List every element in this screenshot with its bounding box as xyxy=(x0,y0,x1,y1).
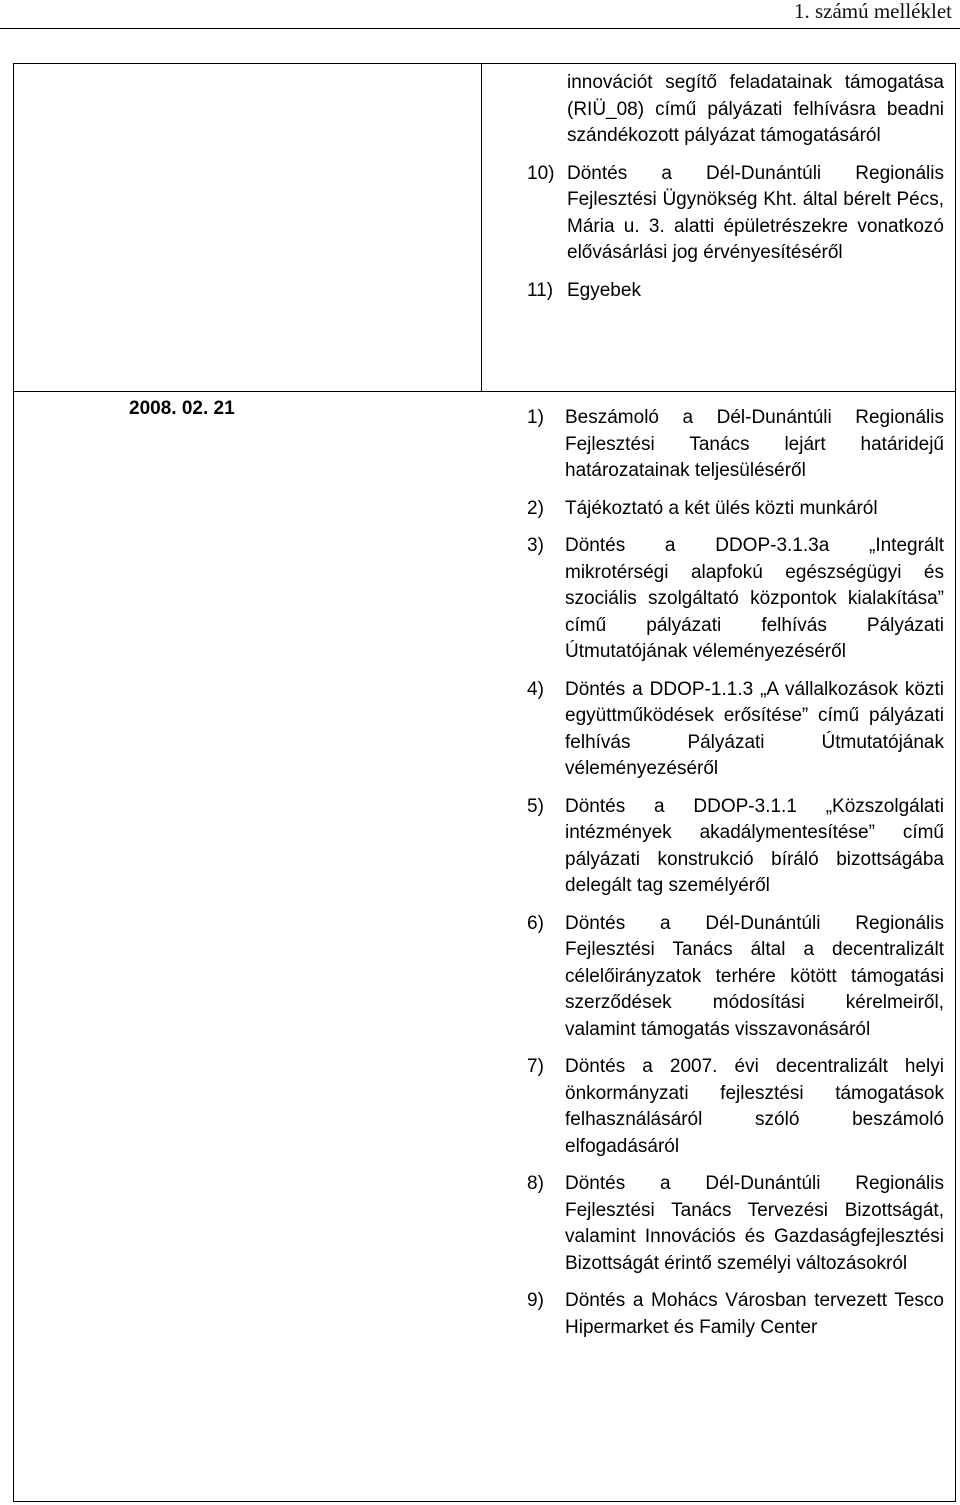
item-text: Döntés a Dél-Dunántúli Regionális Fejlesztési Tanács által a decentralizált célelőirányzatok terhére kötött támogatási szerződések módosítási kérelmeiről, valamint támogatás visszavonásáról xyxy=(565,912,944,1040)
agenda-item xyxy=(527,1054,944,1160)
agenda-item xyxy=(527,794,944,900)
agenda-item xyxy=(527,533,944,666)
agenda-item xyxy=(527,161,944,267)
agenda-item xyxy=(527,1171,944,1277)
item-number: 2) xyxy=(527,497,544,519)
item-number: 10) xyxy=(527,162,555,184)
item-text: Tájékoztató a két ülés közti munkáról xyxy=(565,497,878,519)
agenda-item xyxy=(527,677,944,783)
item-text: Döntés a Dél-Dunántúli Regionális Fejlesztési Tanács Tervezési Bizottságát, valamint Innovációs és Gazdaságfejlesztési Bizottságát érintő személyi változásokról xyxy=(565,1173,944,1274)
agenda-item xyxy=(527,405,944,485)
item-number: 1) xyxy=(527,407,544,428)
item-number: 6) xyxy=(527,912,544,934)
item-text: Egyebek xyxy=(567,279,641,301)
item-number: 8) xyxy=(527,1173,544,1194)
item-text: Döntés a DDOP-3.1.1 „Közszolgálati intézmények akadálymentesítése” című pályázati konstrukció bíráló bizottságába delegált tag személyéről xyxy=(565,795,944,896)
item-number: 11) xyxy=(527,279,554,301)
previous-agenda-block xyxy=(527,70,944,304)
column-divider xyxy=(481,63,482,391)
header-rule xyxy=(0,28,960,29)
agenda-item xyxy=(527,911,944,1044)
meeting-agenda-block xyxy=(527,405,944,1341)
agenda-item xyxy=(527,496,944,523)
page-header xyxy=(0,0,960,22)
item-text: Beszámoló a Dél-Dunántúli Regionális Fejlesztési Tanács lejárt határidejű határozatainak teljesüléséről xyxy=(565,407,944,481)
item-number: 3) xyxy=(527,535,544,556)
item-number: 7) xyxy=(527,1056,544,1077)
row-separator xyxy=(13,391,956,392)
item-text: Döntés a DDOP-1.1.3 „A vállalkozások közti együttműködések erősítése” című pályázati felhívás Pályázati Útmutatójának véleményezéséről xyxy=(565,678,944,779)
item-text: Döntés a 2007. évi decentralizált helyi önkormányzati fejlesztési támogatások felhasználásáról szóló beszámoló elfogadásáról xyxy=(565,1056,944,1157)
item-number: 4) xyxy=(527,678,544,700)
agenda-item-continuation: innovációt segítő feladatainak támogatása (RIÜ_08) című pályázati felhívásra beadni szándékozott pályázat támogatásáról xyxy=(567,72,944,146)
meeting-date: 2008. 02. 21 xyxy=(129,398,235,419)
annex-label: 1. számú melléklet xyxy=(793,0,952,23)
item-number: 5) xyxy=(527,795,544,817)
item-text: Döntés a Dél-Dunántúli Regionális Fejlesztési Ügynökség Kht. által bérelt Pécs, Mária u. 3. alatti épületrészekre vonatkozó elővásárlási jog érvényesítéséről xyxy=(567,162,944,263)
agenda-item xyxy=(527,278,944,305)
item-number: 9) xyxy=(527,1290,544,1311)
item-text: Döntés a Mohács Városban tervezett Tesco Hipermarket és Family Center xyxy=(565,1290,944,1338)
agenda-item xyxy=(527,1288,944,1341)
item-text: Döntés a DDOP-3.1.3a „Integrált mikrotérségi alapfokú egészségügyi és szociális szolgáltató központok kialakítása” című pályázati felhívás Pályázati Útmutatójának véleményezéséről xyxy=(565,535,944,662)
